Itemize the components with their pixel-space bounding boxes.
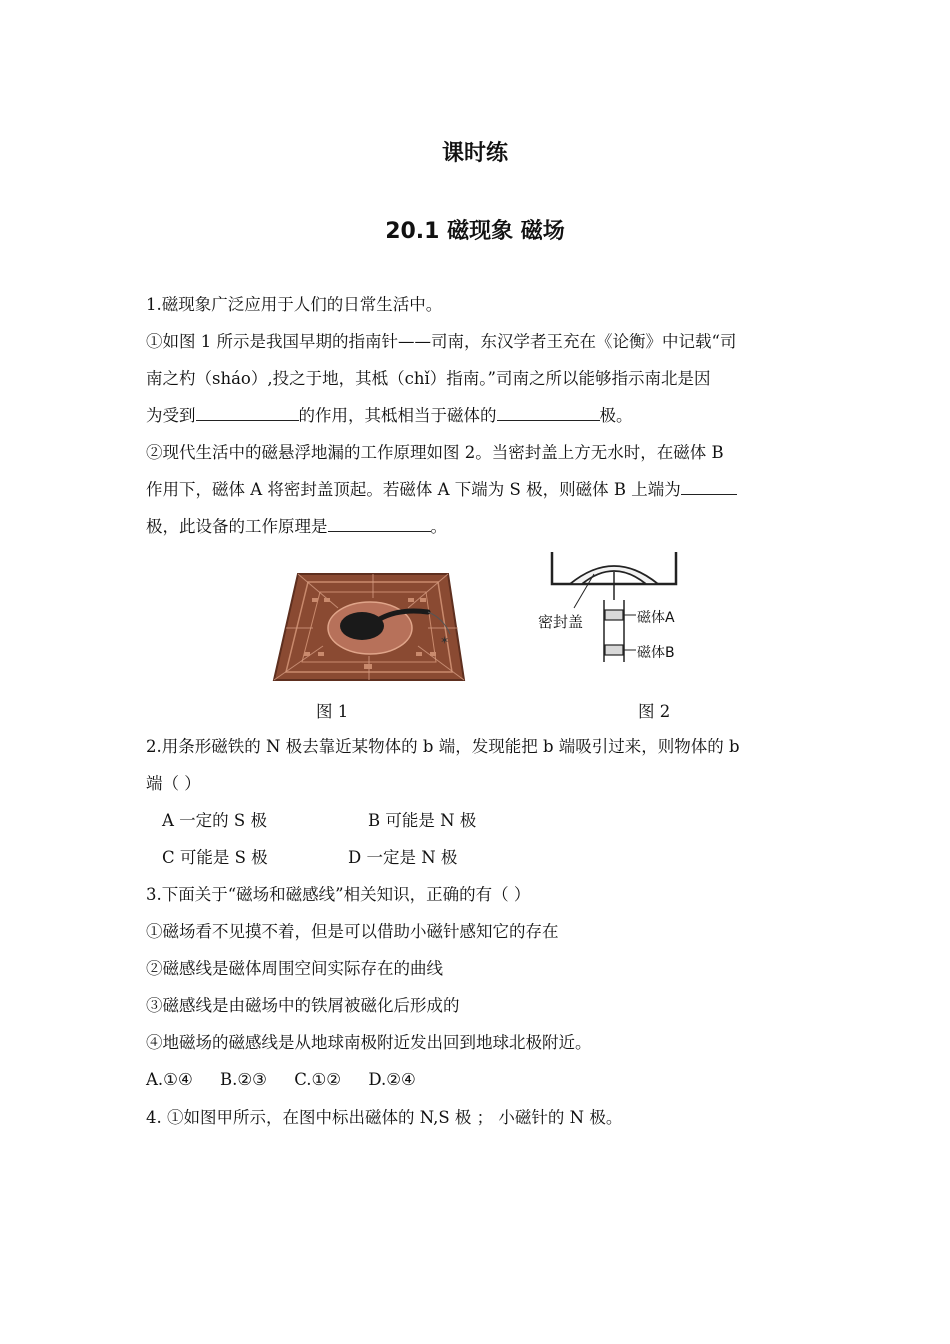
q2-line1: 2.用条形磁铁的 N 极去靠近某物体的 b 端，发现能把 b 端吸引过来，则物体的 b <box>146 737 740 756</box>
q1-text: 的作用，其柢相当于磁体的 <box>298 406 497 425</box>
sinan-spoon <box>340 612 384 640</box>
figure-2-caption: 图 2 <box>638 702 671 721</box>
q4-line1: 4. ①如图甲所示，在图中标出磁体的 N,S 极 ； 小磁针的 N 极。 <box>146 1108 623 1127</box>
answer-blank[interactable] <box>196 404 299 421</box>
q1-p1-line2: 南之杓（sháo）,投之于地，其柢（chǐ）指南。”司南之所以能够指示南北是因 <box>146 369 711 388</box>
q3-item-3: ③磁感线是由磁场中的铁屑被磁化后形成的 <box>146 996 460 1015</box>
svg-text:✶: ✶ <box>440 634 450 647</box>
answer-blank[interactable] <box>328 515 431 532</box>
q1-text: 。 <box>430 517 447 536</box>
q1-p2-line1: ②现代生活中的磁悬浮地漏的工作原理如图 2。当密封盖上方无水时，在磁体 B <box>146 443 724 462</box>
q1-text: 极，此设备的工作原理是 <box>146 517 328 536</box>
magnet-a-block <box>605 610 623 620</box>
q2-option-a[interactable]: A 一定的 S 极 <box>162 811 267 830</box>
q1-text: 作用下，磁体 A 将密封盖顶起。若磁体 A 下端为 S 极，则磁体 B 上端为 <box>146 480 681 499</box>
q1-stem: 1.磁现象广泛应用于人们的日常生活中。 <box>146 295 443 314</box>
page-title: 课时练 <box>441 141 508 166</box>
sinan-compass-figure <box>268 568 468 686</box>
q3-options <box>146 1068 416 1092</box>
q3-item-4: ④地磁场的磁感线是从地球南极附近发出回到地球北极附近。 <box>146 1033 592 1052</box>
q3-option-a[interactable]: A.①④ <box>146 1070 193 1089</box>
magnet-b-label: 磁体B <box>637 645 675 661</box>
q3-stem: 3.下面关于“磁场和磁感线”相关知识，正确的有（ ） <box>146 885 531 904</box>
answer-blank[interactable] <box>681 478 737 495</box>
q3-option-d[interactable]: D.②④ <box>368 1070 416 1089</box>
q1-text: 极。 <box>599 406 633 425</box>
answer-blank[interactable] <box>497 404 600 421</box>
figure-1-caption: 图 1 <box>316 702 349 721</box>
q2-option-b[interactable]: B 可能是 N 极 <box>368 811 477 830</box>
q3-item-2: ②磁感线是磁体周围空间实际存在的曲线 <box>146 959 443 978</box>
q1-p2-line2 <box>146 478 737 502</box>
q2-line2: 端（ ） <box>146 774 201 793</box>
q1-text: 为受到 <box>146 406 196 425</box>
q3-item-1: ①磁场看不见摸不着，但是可以借助小磁针感知它的存在 <box>146 922 559 941</box>
seal-cover-label: 密封盖 <box>538 613 584 631</box>
magnet-b-block <box>605 645 623 655</box>
q1-p1-line1: ①如图 1 所示是我国早期的指南针——司南，东汉学者王充在《论衡》中记载“司 <box>146 332 737 351</box>
q2-option-d[interactable]: D 一定是 N 极 <box>348 848 458 867</box>
q1-p1-line3 <box>146 404 633 428</box>
section-title: 20.1 磁现象 磁场 <box>385 219 565 244</box>
q2-option-c[interactable]: C 可能是 S 极 <box>162 848 268 867</box>
q1-p2-line3 <box>146 515 447 539</box>
magnet-a-label: 磁体A <box>637 610 675 626</box>
q3-option-c[interactable]: C.①② <box>294 1070 342 1089</box>
q3-option-b[interactable]: B.②③ <box>220 1070 267 1089</box>
